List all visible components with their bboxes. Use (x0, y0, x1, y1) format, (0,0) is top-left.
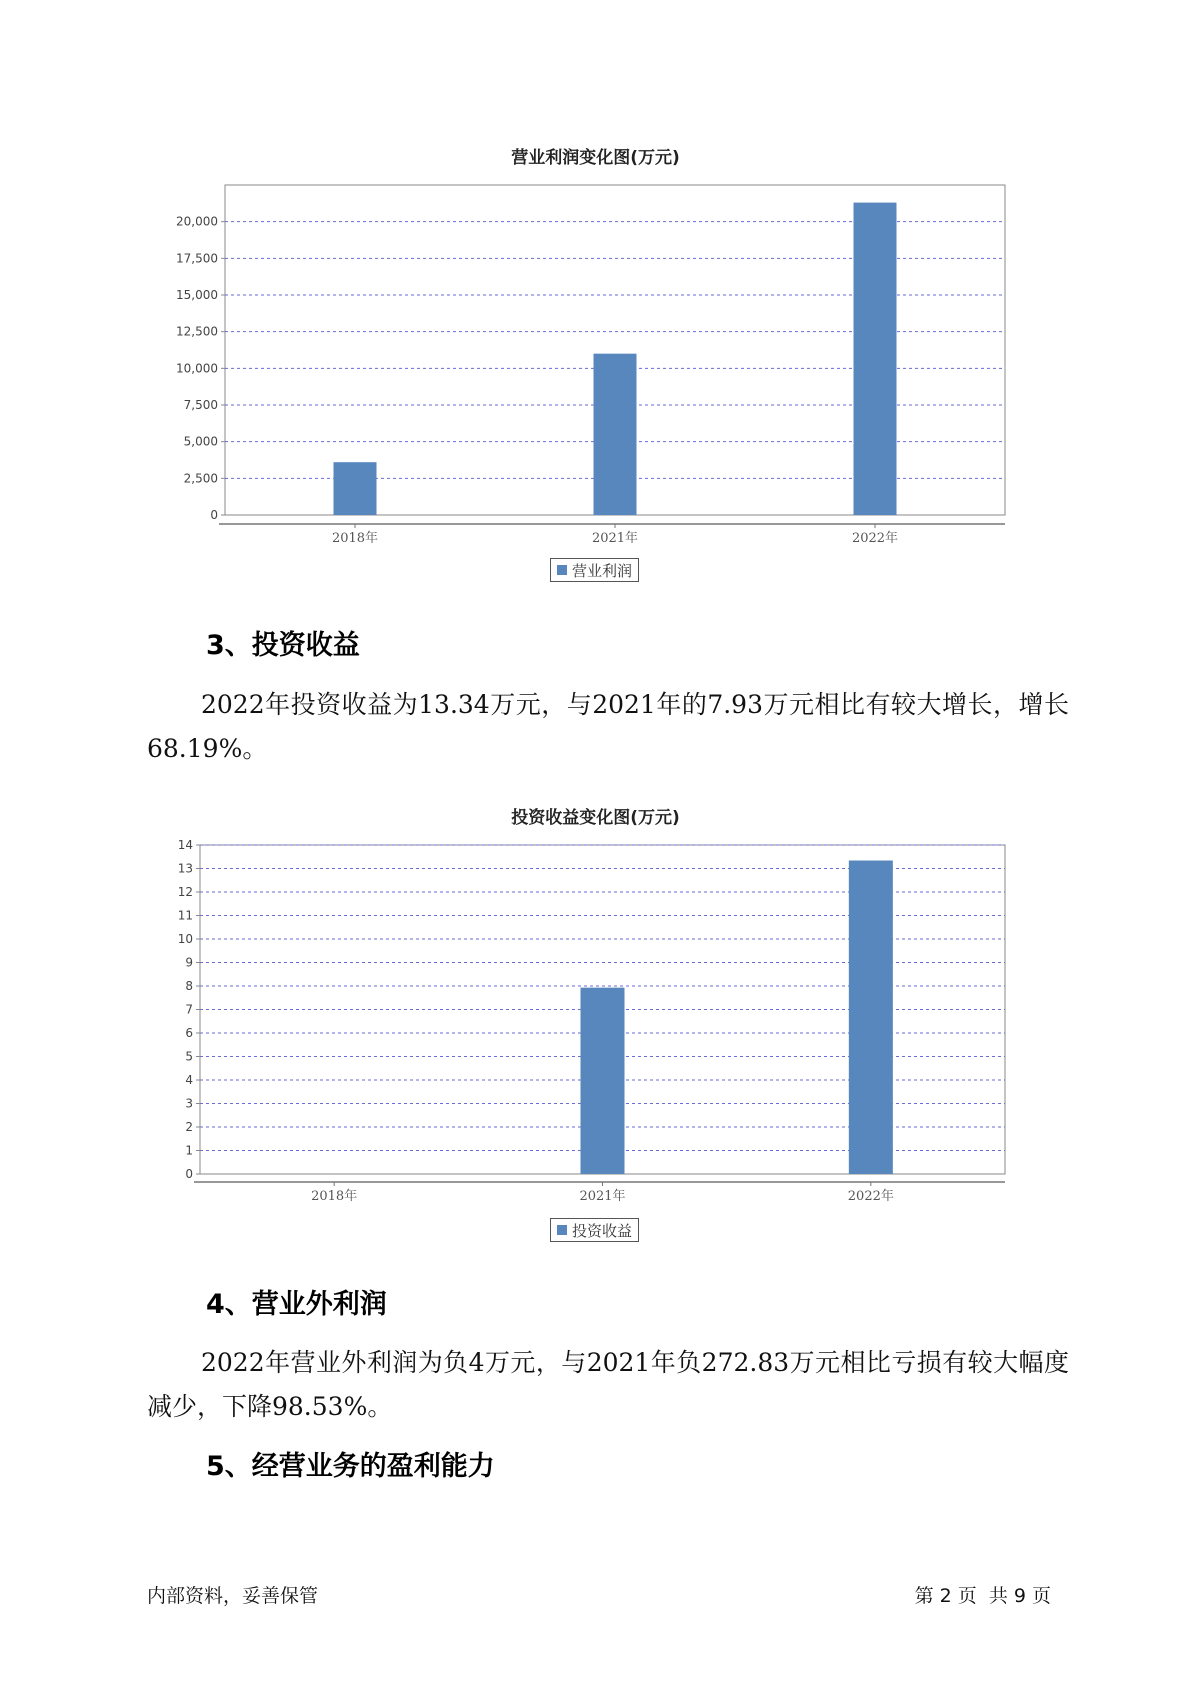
section3-text: 2022年投资收益为13.34万元，与2021年的7.93万元相比有较大增长，增长68.19%。 (147, 690, 1069, 763)
y-tick-label: 1 (185, 1143, 193, 1158)
y-tick-label: 10 (177, 932, 193, 946)
section4-text: 2022年营业外利润为负4万元，与2021年负272.83万元相比亏损有较大幅度减少，下降98.53%。 (147, 1348, 1069, 1421)
y-tick-label: 11 (177, 908, 193, 923)
y-tick-label: 15,000 (176, 288, 218, 302)
footer-confidential: 内部资料，妥善保管 (147, 1585, 319, 1607)
legend-swatch (557, 1225, 567, 1235)
x-tick-label: 2018年 (331, 531, 379, 546)
y-tick-label: 17,500 (176, 251, 218, 266)
y-tick-label: 0 (185, 1167, 193, 1181)
y-tick-label: 5 (185, 1049, 193, 1064)
chart2-legend (550, 1218, 639, 1242)
y-tick-label: 7 (185, 1002, 193, 1017)
section3-heading: 3、投资收益 (206, 630, 360, 661)
y-tick-label: 12,500 (176, 324, 218, 339)
y-tick-label: 10,000 (176, 361, 218, 376)
bar-2021年 (581, 988, 625, 1174)
x-tick-label: 2022年 (847, 1189, 894, 1204)
bar-2018年 (334, 462, 377, 515)
bar-2022年 (854, 203, 897, 515)
y-tick-label: 4 (185, 1073, 193, 1087)
bar-2021年 (594, 354, 637, 515)
chart2-legend-label: 投资收益 (572, 1221, 633, 1240)
chart2-investment-income (0, 830, 1191, 1210)
y-tick-label: 2,500 (183, 471, 218, 486)
y-tick-label: 2 (185, 1120, 193, 1134)
y-tick-label: 13 (177, 861, 193, 876)
footer-page-number: 第 2 页 共 9 页 (914, 1585, 1051, 1607)
bar-2022年 (849, 861, 893, 1174)
legend-swatch (557, 565, 567, 575)
chart1-title: 营业利润变化图(万元) (511, 148, 680, 168)
chart2-title: 投资收益变化图(万元) (511, 808, 680, 828)
x-tick-label: 2022年 (851, 531, 899, 546)
x-tick-label: 2018年 (311, 1189, 358, 1204)
y-tick-label: 9 (185, 955, 193, 970)
y-tick-label: 20,000 (176, 214, 218, 229)
y-tick-label: 0 (210, 508, 218, 522)
y-tick-label: 5,000 (183, 434, 218, 449)
y-tick-label: 8 (185, 979, 193, 993)
y-tick-label: 3 (185, 1096, 193, 1111)
x-tick-label: 2021年 (591, 531, 639, 546)
section4-heading: 4、营业外利润 (206, 1289, 387, 1320)
chart1-operating-profit (0, 170, 1191, 600)
y-tick-label: 12 (177, 885, 193, 899)
section5-heading: 5、经营业务的盈利能力 (206, 1451, 495, 1482)
y-tick-label: 14 (177, 838, 193, 852)
y-tick-label: 6 (185, 1026, 193, 1040)
y-tick-label: 7,500 (183, 398, 218, 412)
x-tick-label: 2021年 (579, 1189, 626, 1204)
chart1-legend-label: 营业利润 (572, 561, 633, 580)
chart1-legend (550, 558, 639, 582)
